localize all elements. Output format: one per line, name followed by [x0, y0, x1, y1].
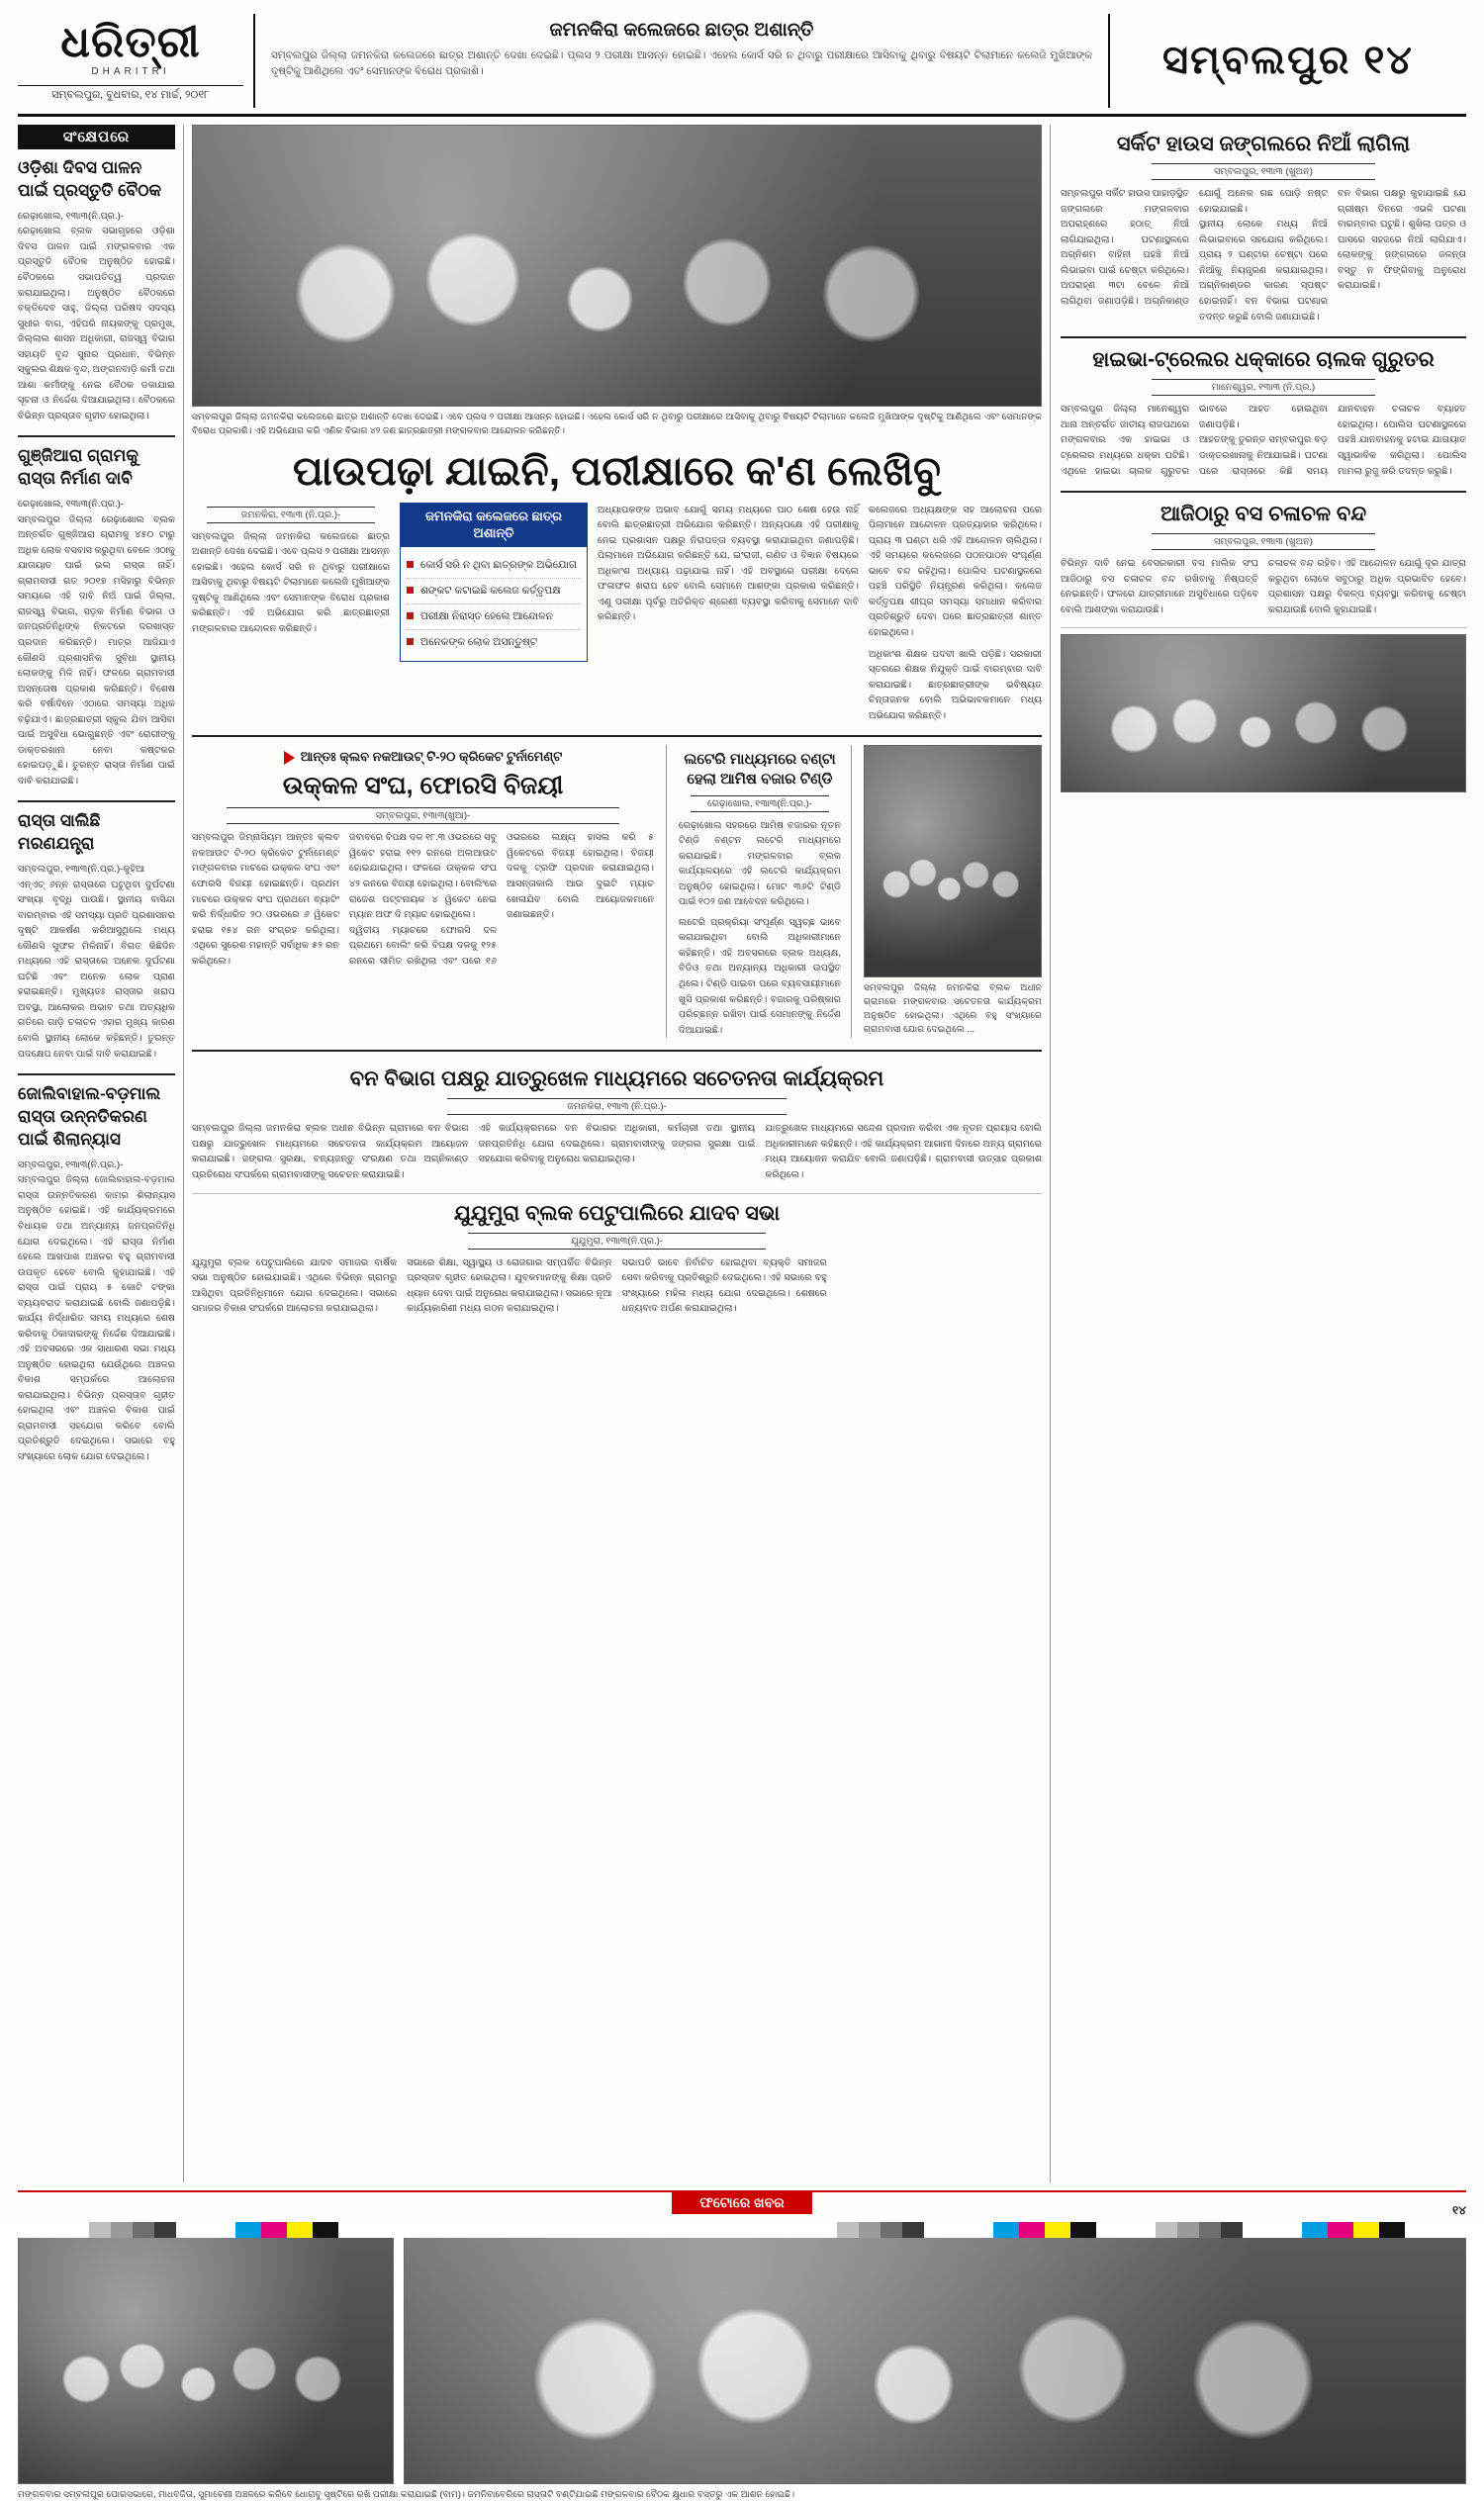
lead-body-4: ଅଧିକାଂଶ ଶିକ୍ଷକ ପଦବୀ ଖାଲି ପଡ଼ିଛି। ସରକାରୀ ସ୍ତରରେ ଶିକ୍ଷକ ନିଯୁକ୍ତି ପାଇଁ ବାରମ୍ବାର ଦାବି କରାଯାଇଛି। ଛାତ୍ରଛାତ୍ରୀଙ୍କ ଭବିଷ୍ୟତ ଚିନ୍ତାଜନକ ବୋଲି ଅଭିଭାବକମାନେ ମଧ୍ୟ ଅଭିଯୋଗ କରିଛନ୍ତି।	[869, 648, 1042, 721]
lead-photo-caption: ସମ୍ବଲପୁର ଜିଲ୍ଲା ଜମନକିରା କଲେଜରେ ଛାତ୍ର ଅଶାନ୍ତି ଦେଖା ଦେଇଛି। ଏବେ ପ୍ଲସ ୨ ପରୀକ୍ଷା ଆସନ୍ନ ହୋଇଛି। ଏହେଲ କୋର୍ସ ସରି ନ ଥିବାରୁ ପରୀକ୍ଷାରେ ଆସିବାକୁ ଥିବାରୁ ବିଷୟଟି ଟିଲାମାନେ କଲେଜି ମୁଖିଆଙ୍କ ଦୃଷ୍ଟିକୁ ଆଣିଥିଲେ ଏବଂ ସେମାନଙ୍କ ବିରୋଧ ପ୍ରକାଶି। ଏହି ଅଭିଯୋଗ କରି ଏଣିକ ବିଭାଗ ୪୨ ଜଣ ଛାତ୍ରଛାତ୍ରୀ ମଙ୍ଗଳବାର ଆନ୍ଦୋଳନ କରିଛନ୍ତି।	[192, 412, 1042, 435]
accident-body-2: ଆହତଙ୍କୁ ତୁରନ୍ତ ସମ୍ବଲପୁର ବଡ଼ ଡାକ୍ତରଖାନାକୁ ନିଆଯାଇଛି। ଘଟଣା ପରେ ରାସ୍ତାରେ କିଛି ସମୟ ଯାନବାହନ ଚଳାଚଳ ବ୍ୟାହତ ହୋଇଥିଲା। ପୋଲିସ ଘଟଣାସ୍ଥଳରେ ପହଞ୍ଚି ଯାନବାହନକୁ ହଟାଇ ଯାତାୟାତ ସ୍ୱାଭାବିକ କରିଥିଲା। ପୋଲିସ ମାମଲା ରୁଜୁ କରି ତଦନ୍ତ କରୁଛି।	[1199, 404, 1466, 477]
sidebar-byline: ରେଢ଼ାଖୋଲ, ୧୩ା୩(ନି.ପ୍ର.)-	[18, 499, 124, 510]
page-grid	[18, 125, 1466, 2182]
lead-headline: ପାଉପଢ଼ା ଯାଇନି, ପରୀକ୍ଷାରେ କ'ଣ ଲେଖିବୁ	[292, 447, 941, 494]
bullet-box-col	[400, 503, 588, 723]
lottery-byline: ରେଢ଼ାଖୋଲ, ୧୩ା୩(ନି.ପ୍ର.)-	[691, 795, 828, 812]
lottery-body-1: ରେଢ଼ାଖୋଲ ସହରରେ ଆମିଷ ବଜାରର ନୂତନ ଟିଣ୍ଡି ବଣ୍ଟନ ଲଟେରି ମାଧ୍ୟମରେ କରାଯାଇଛି। ମଙ୍ଗଳବାର ବ୍ଲକ କାର୍ଯ୍ୟାଳୟରେ ଏହି ଲଟେରି କାର୍ଯ୍ୟକ୍ରମ ଅନୁଷ୍ଠିତ ହୋଇଥିଲା। ମୋଟ ୩୬ଟି ଟିଣ୍ଡି ପାଇଁ ୧୦୨ ଜଣ ଆବେଦନ କରିଥିଲେ।	[679, 819, 841, 908]
bus-body	[1061, 556, 1466, 617]
main-column	[184, 125, 1051, 2182]
fire-headline: ସର୍କିଟ ହାଉସ ଜଙ୍ଗଲରେ ନିଆଁ ଲାଗିଲା	[1116, 133, 1411, 155]
forest-body-3: ଯାତ୍ରୁଖେଳ ମାଧ୍ୟମରେ ସନ୍ଦେଶ ପ୍ରଦାନ କରିବା ଏକ ନୂତନ ପ୍ରୟାସ ବୋଲି ଅଧିକାରୀମାନେ କହିଛନ୍ତି। ଏହି କାର୍ଯ୍ୟକ୍ରମ ଆଗାମୀ ଦିନରେ ଅନ୍ୟ ଗ୍ରାମରେ ମଧ୍ୟ ଆୟୋଜନ କରାଯିବ ବୋଲି ଜଣାପଡ଼ିଛି। ଗ୍ରାମବାସୀ ଉତ୍ସାହ ପ୍ରକାଶ କରିଥିଲେ।	[765, 1123, 1042, 1180]
photo-strip-banner: ଫଟୋରେ ଖବର	[672, 2191, 812, 2214]
right-article	[1061, 501, 1466, 617]
sidebar-byline: ରେଢ଼ାଖୋଲ, ୧୩ା୩(ନି.ପ୍ର.)-	[18, 210, 124, 222]
masthead	[18, 14, 1466, 117]
list-item: ଅନେକଙ୍କ ଲୋକ ଅସନ୍ତୁଷ୍ଟ	[407, 630, 581, 655]
sidebar-column	[18, 125, 184, 2182]
triangle-icon	[284, 751, 295, 765]
sidebar-article	[18, 445, 175, 788]
sidebar-headline: ଗୁଞ୍ଜିଆରା ଗ୍ରାମକୁ ରାସ୍ତା ନିର୍ମାଣ ଦାବି	[18, 446, 139, 489]
lead-body-3: କଲେଜରେ ଅଧ୍ୟକ୍ଷଙ୍କ ସହ ଆଲୋଚନା ପରେ ପିଲାମାନେ ଆନ୍ଦୋଳନ ପ୍ରତ୍ୟାହାର କରିଥିଲେ। ପ୍ରାୟ ୩ ଘଣ୍ଟା ଧରି ଏହି ଆନ୍ଦୋଳନ ଚାଲିଥିଲା। ଏହି ସମୟରେ କଲେଜରେ ପଠନପାଠନ ସଂପୂର୍ଣ୍ଣ ଭାବେ ବନ୍ଦ ରହିଥିଲା। ପୋଲିସ ଘଟଣାସ୍ଥଳରେ ପହଞ୍ଚି ପରିସ୍ଥିତି ନିୟନ୍ତ୍ରଣ କରିଥିଲା। କଲେଜ କର୍ତ୍ତୃପକ୍ଷ ଶୀଘ୍ର ସମସ୍ୟା ସମାଧାନ କରିବାର ପ୍ରତିଶ୍ରୁତି ଦେବା ପରେ ଛାତ୍ରଛାତ୍ରୀ ଶାନ୍ତ ହୋଇଥିଲେ।	[869, 504, 1042, 638]
right-photo	[1061, 634, 1466, 792]
bus-body-1: ବିଭିନ୍ନ ଦାବି ନେଇ ବେସରକାରୀ ବସ ମାଲିକ ସଂଘ ଆଜିଠାରୁ ବସ ଚଳାଚଳ ବନ୍ଦ ରଖିବାକୁ ନିଷ୍ପତ୍ତି ନେଇଛନ୍ତି। ଫଳରେ ଯାତ୍ରୀମାନେ ଅସୁବିଧାରେ ପଡ଼ିବେ ବୋଲି ଆଶଙ୍କା କରାଯାଉଛି।	[1061, 558, 1258, 615]
lead-byline: ଜମନକିରା, ୧୩ା୩ (ନି.ପ୍ର.)-	[207, 507, 375, 523]
lead-col-1	[192, 503, 390, 723]
right-article	[1061, 346, 1466, 479]
sports-body	[192, 830, 654, 969]
divider	[1061, 491, 1466, 493]
sports-body-3: ଦ୍ୱିତୀୟ ମ୍ୟାଚରେ ଫୋରସି ଦଳ ପ୍ରଥମେ ବୋଲିଂ କରି ବିପକ୍ଷ ଦଳକୁ ୧୨୫ ରନରେ ସୀମିତ ରଖିଥିଲା ଏବଂ ପରେ ୧୬ ଓଭରରେ ଲକ୍ଷ୍ୟ ହାସଲ କରି ୫ ୱିକେଟରେ ବିଜୟୀ ହୋଇଥିଲା। ବିଜୟୀ ଦଳକୁ ଟ୍ରଫି ପ୍ରଦାନ କରାଯାଇଥିଲା। ଆସନ୍ତାକାଲି ଆଉ ଦୁଇଟି ମ୍ୟାଚ ଖେଳାଯିବ ବୋଲି ଆୟୋଜକମାନେ ଜଣାଇଛନ୍ତି।	[349, 832, 654, 967]
bus-headline: ଆଜିଠାରୁ ବସ ଚଳାଚଳ ବନ୍ଦ	[1159, 503, 1367, 526]
masthead-lead-summary	[255, 14, 1110, 108]
lead-article-row	[192, 503, 1042, 723]
lottery-article	[679, 745, 852, 1038]
yadav-body-1: ଯୁଯୁମୁରା ବ୍ଲକ ପେଟୁପାଲିରେ ଯାଦବ ସମାଜର ବାର୍ଷିକ ସଭା ଅନୁଷ୍ଠିତ ହୋଇଯାଇଛି। ଏଥିରେ ବିଭିନ୍ନ ଗ୍ରାମରୁ ଆସିଥିବା ପ୍ରତିନିଧିମାନେ ଯୋଗ ଦେଇଥିଲେ। ସଭାରେ ସମାଜର ବିକାଶ ସଂପର୍କରେ ଆଲୋଚନା କରାଯାଇଥିଲା।	[192, 1256, 398, 1315]
sidebar-byline: ସମ୍ବଲପୁର, ୧୩ା୩(ନି.ପ୍ର.)-	[18, 1158, 124, 1170]
second-photo-block	[864, 745, 1042, 1038]
forest-article	[192, 1060, 1042, 1182]
lottery-body-2: ଲଟେରି ପ୍ରକ୍ରିୟା ସଂପୂର୍ଣ୍ଣ ସ୍ୱଚ୍ଛ ଭାବେ କରାଯାଇଥିବା ବୋଲି ଅଧିକାରୀମାନେ କହିଛନ୍ତି। ଏହି ଅବସରରେ ବ୍ଲକ ଅଧ୍ୟକ୍ଷ, ବିଡିଓ ତଥା ଅନ୍ୟାନ୍ୟ ଅଧିକାରୀ ଉପସ୍ଥିତ ଥିଲେ। ଟିଣ୍ଡି ପାଇବା ପରେ ବ୍ୟବସାୟୀମାନେ ଖୁସି ପ୍ରକାଶ କରିଛନ୍ତି। ବଜାରକୁ ପରିଷ୍କାର ପରିଚ୍ଛନ୍ନ ରଖିବା ପାଇଁ ସେମାନଙ୍କୁ ନିର୍ଦ୍ଦେଶ ଦିଆଯାଇଛି।	[679, 916, 841, 1036]
forest-body-1: ସମ୍ବଲପୁର ଜିଲ୍ଲା ଜମନକିରା ବ୍ଲକ ଅଧୀନ ବିଭିନ୍ନ ଗ୍ରାମରେ ବନ ବିଭାଗ ପକ୍ଷରୁ ଯାତ୍ରୁଖେଳ ମାଧ୍ୟମରେ ସଚେତନତା କାର୍ଯ୍ୟକ୍ରମ ଆୟୋଜନ କରାଯାଇଛି। ଜଙ୍ଗଲ ସୁରକ୍ଷା, ବନ୍ୟଜନ୍ତୁ ସଂରକ୍ଷଣ ତଥା ଅଗ୍ନିକାଣ୍ଡ ପ୍ରତିରୋଧ ସଂପର୍କରେ ଗ୍ରାମବାସୀଙ୍କୁ ସଚେତନ କରାଯାଇଛି।	[192, 1123, 469, 1180]
yadav-body-3: ସଭାପତି ଭାବେ ନିର୍ବାଚିତ ହୋଇଥିବା ବ୍ୟକ୍ତି ସମାଜର ସେବା କରିବାକୁ ପ୍ରତିଶ୍ରୁତି ଦେଇଥିଲେ। ଏହି ସଭାରେ ବହୁ ସଂଖ୍ୟାରେ ମହିଳା ମଧ୍ୟ ଯୋଗ ଦେଇଥିଲେ। ଶେଷରେ ଧନ୍ୟବାଦ ଅର୍ପଣ କରାଯାଇଥିଲା।	[621, 1256, 827, 1315]
fire-body	[1061, 186, 1466, 324]
page-number: ୧୪	[1452, 2203, 1466, 2217]
sidebar-headline: ଜୋଲିବାହାଲ-ବଡ଼ମାଲ ରାସ୍ତା ଉନ୍ନତିକରଣ ପାଇଁ ଶିଲାନ୍ୟାସ	[18, 1084, 161, 1149]
lead-body-2: ଅଧ୍ୟାପକଙ୍କ ଅଭାବ ଯୋଗୁଁ ସମୟ ମଧ୍ୟରେ ପାଠ ଶେଷ ହେଉ ନାହିଁ ବୋଲି ଛାତ୍ରଛାତ୍ରୀ ଅଭିଯୋଗ କରିଛନ୍ତି। ଅନ୍ୟପକ୍ଷେ ଏହି ପରୀକ୍ଷାକୁ ନେଇ ପ୍ରଶାସନ ପକ୍ଷରୁ ନିରାପତ୍ତା ବ୍ୟବସ୍ଥା କରାଯାଇଥିବା ଜଣାପଡ଼ିଛି। ପିଲାମାନେ ଅଭିଯୋଗ କରିଛନ୍ତି ଯେ, ଇଂରାଜୀ, ଗଣିତ ଓ ବିଜ୍ଞାନ ବିଷୟରେ ଅଧିକାଂଶ ଅଧ୍ୟାୟ ପଢ଼ାଯାଇ ନାହିଁ। ଏହି ଅବସ୍ଥାରେ ପରୀକ୍ଷା ଦେଲେ ଫଳାଫଳ ଖରାପ ହେବ ବୋଲି ସେମାନେ ଆଶଙ୍କା ପ୍ରକାଶ କରିଛନ୍ତି। ଏଣୁ ପରୀକ୍ଷା ପୂର୍ବରୁ ଅତିରିକ୍ତ ଶ୍ରେଣୀ ବ୍ୟବସ୍ଥା କରିବାକୁ ସେମାନେ ଦାବି କରିଛନ୍ତି।	[598, 504, 859, 623]
newspaper-title: ଧରିତ୍ରୀ	[60, 17, 201, 66]
sports-headline: ଉକ୍କଳ ସଂଘ, ଫୋରସି ବିଜୟୀ	[282, 772, 564, 800]
forest-body	[192, 1121, 1042, 1182]
divider	[192, 1193, 1042, 1194]
meeting-photo-caption: ସମ୍ବଲପୁର ଜିଲ୍ଲା ଜମନକିରା ବ୍ଲକ ଅଧୀନ ଗ୍ରାମରେ ମଙ୍ଗଳବାର ସଚେତନତା କାର୍ଯ୍ୟକ୍ରମ ଅନୁଷ୍ଠିତ ହୋଇଥିଲା। ଏଥିରେ ବହୁ ସଂଖ୍ୟାରେ ଗ୍ରାମବାସୀ ଯୋଗ ଦେଇଥିଲେ ...	[864, 982, 1042, 1034]
fire-body-1: ସମ୍ବଲପୁର ସର୍କିଟ ହାଉସ ପାହାଡ଼ସ୍ଥିତ ଜଙ୍ଗଲରେ ମଙ୍ଗଳବାର ଅପରାହ୍ଣରେ ହଠାତ୍ ନିଆଁ ଲାଗିଯାଇଥିଲା। ଘଟଣାସ୍ଥଳରେ ଅଗ୍ନିଶମ ବାହିନୀ ପହଞ୍ଚି ନିଆଁ ଲିଭାଇବା ପାଇଁ ଚେଷ୍ଟା କରିଥିଲେ। ଅପରାହ୍ଣ ୩ଟା ବେଳେ ନିଆଁ ଲାଗିଥିବା ଜଣାପଡ଼ିଛି। ଅଗ୍ନିକାଣ୍ଡ ଯୋଗୁଁ ଅନେକ ଗଛ ପୋଡ଼ି ନଷ୍ଟ ହୋଇଯାଇଛି।	[1061, 188, 1328, 308]
strip-photo-left	[18, 2222, 394, 2484]
lead-body-1: ସମ୍ବଲପୁର ଜିଲ୍ଲା ଜମନକିରା କଲେଜରେ ଛାତ୍ର ଅଶାନ୍ତି ଦେଖା ଦେଇଛି। ଏବେ ପ୍ଲସ ୨ ପରୀକ୍ଷା ଆସନ୍ନ ହୋଇଛି। ଏହେଲ କୋର୍ସ ସରି ନ ଥିବାରୁ ପରୀକ୍ଷାରେ ଆସିବାକୁ ଥିବାରୁ ବିଷୟଟି ଟିଲାମାନେ କଲେଜି ମୁଖିଆଙ୍କ ଦୃଷ୍ଟିକୁ ଆଣିଥିଲେ ଏବଂ ସେମାନଙ୍କ ବିରୋଧ ପ୍ରକାଶ କରିଛନ୍ତି। ଏହି ଅଭିଯୋଗ କରି ଛାତ୍ରଛାତ୍ରୀ ମଙ୍ଗଳବାର ଆନ୍ଦୋଳନ କରିଛନ୍ତି।	[192, 530, 390, 634]
sidebar-headline: ଓଡ଼ିଶା ଦିବସ ପାଳନ ପାଇଁ ପ୍ରସ୍ତୁତି ବୈଠକ	[18, 158, 162, 200]
sports-byline: ସମ୍ବଲପୁର, ୧୩ା୩(ଖୁଆ)-	[227, 807, 619, 824]
highlights-list	[401, 547, 587, 662]
divider	[18, 800, 175, 802]
photo-strip-caption: ମଙ୍ଗଳବାର ସମ୍ବଲପୁର ପୋରସଭାରେ, ମାଧବଜିତା, ସୁମାବେଣୀ ଅଞ୍ଚଳରେ କରିବେ ଧୋରାବୁ ସୃଷ୍ଟିରେ ରଖି ପରୀକ୍ଷା କରାଯାଇଛି (ବାମ)। ଜମନିବାବେରିରେ ରାସ୍ତାଟି ବଣ୍ଟିଯାଇଛି ମଙ୍ଗଳବାର ବୈଠକ କ୍ଷୁଧାର ବସ୍ତରୁ ଏକ ଆଶନ ହୋଇଛି।	[18, 2489, 795, 2499]
divider	[1061, 336, 1466, 338]
masthead-logo	[18, 14, 255, 108]
forest-headline: ବନ ବିଭାଗ ପକ୍ଷରୁ ଯାତ୍ରୁଖେଳ ମାଧ୍ୟମରେ ସଚେତନତା କାର୍ଯ୍ୟକ୍ରମ	[349, 1067, 884, 1091]
sidebar-headline: ରାସ୍ତା ସାଲିଛି ମରଣଯନ୍ତ୍ରା	[18, 811, 101, 854]
photo-strip-photos	[18, 2222, 1466, 2484]
sports-kicker	[192, 749, 654, 765]
color-registration-bar	[0, 2222, 1484, 2238]
yadav-article	[192, 1200, 1042, 1317]
lead-col-3	[598, 503, 859, 723]
accident-byline: ମାନେଶ୍ୱର, ୧୩ା୩ (ନି.ପ୍ର.)	[1152, 379, 1375, 396]
yadav-body	[192, 1255, 1042, 1317]
sidebar-body-text: ସମ୍ବଲପୁର ଜିଲ୍ଲା ଜୋଲିବାହାଲ-ବଡ଼ମାଲ ରାସ୍ତା ଉନ୍ନତିକରଣ କାମର ଶିଲାନ୍ୟାସ ଅନୁଷ୍ଠିତ ହୋଇଛି। ଏହି କାର୍ଯ୍ୟକ୍ରମରେ ବିଧାୟକ ତଥା ଅନ୍ୟାନ୍ୟ ଜନପ୍ରତିନିଧି ଯୋଗ ଦେଇଥିଲେ। ଏହି ରାସ୍ତା ନିର୍ମାଣ ହେଲେ ଆଖପାଖ ଅଞ୍ଚଳର ବହୁ ଗ୍ରାମବାସୀ ଉପକୃତ ହେବେ ବୋଲି କୁହାଯାଇଛି। ଏହି ରାସ୍ତା ପାଇଁ ପ୍ରାୟ ୫ କୋଟି ଟଙ୍କା ବ୍ୟୟବରାଦ କରାଯାଇଛି ବୋଲି ଜଣାପଡ଼ିଛି। କାର୍ଯ୍ୟ ନିର୍ଦ୍ଧାରିତ ସମୟ ମଧ୍ୟରେ ଶେଷ କରିବାକୁ ଠିକାଦାରଙ୍କୁ ନିର୍ଦ୍ଦେଶ ଦିଆଯାଇଛି। ଏହି ଅବସରରେ ଏକ ସାଧାରଣ ସଭା ମଧ୍ୟ ଅନୁଷ୍ଠିତ ହୋଇଥିଲା ଯେଉଁଥିରେ ଅଞ୍ଚଳର ବିକାଶ ସମ୍ପର୍କରେ ଆଲୋଚନା କରାଯାଇଥିଲା। ବିଭିନ୍ନ ପ୍ରସ୍ତାବ ଗୃହୀତ ହୋଇଥିଲା ଏବଂ ଅଞ୍ଚଳର ବିକାଶ ପାଇଁ ଗ୍ରାମବାସୀ ସହଯୋଗ କରିବେ ବୋଲି ପ୍ରତିଶ୍ରୁତି ଦେଇଥିଲେ। ସଭାରେ ବହୁ ସଂଖ୍ୟାରେ ଲୋକ ଯୋଗ ଦେଇଥିଲେ।	[18, 1174, 175, 1462]
sports-article	[192, 745, 667, 1038]
bus-body-2: ଚଳାଚଳ ବନ୍ଦ ରହିବ। ଏହି ଆନ୍ଦୋଳନ ଯୋଗୁଁ ଦୂର ଯାତ୍ରା କରୁଥିବା ଲୋକେ ସବୁଠାରୁ ଅଧିକ ପ୍ରଭାବିତ ହେବେ। ପ୍ରଶାସନ ପକ୍ଷରୁ ବିକଳ୍ପ ବ୍ୟବସ୍ଥା କରିବାକୁ ଚେଷ୍ଟା କରାଯାଉଛି ବୋଲି କୁହାଯାଇଛି।	[1268, 558, 1466, 615]
masthead-subtext: ସମ୍ବଲପୁର ଜିଲ୍ଲା ଜମନକିରା କଲେଜରେ ଛାତ୍ର ଅଶାନ୍ତି ଦେଖା ଦେଇଛି। ପ୍ଲସ ୨ ପରୀକ୍ଷା ଆସନ୍ନ ହୋଇଛି। ଏହେଲ କୋର୍ସ ସରି ନ ଥିବାରୁ ପରୀକ୍ଷାରେ ଆସିବାକୁ ଥିବାରୁ ବିଷୟଟି ଟିଲାମାନେ କଲେଜି ମୁଖିଆଙ୍କ ଦୃଷ୍ଟିକୁ ଆଣିଥିଲେ ଏବଂ ସେମାନଙ୍କ ବିରୋଧ ପ୍ରକାଶି।	[271, 49, 1092, 78]
sidebar-banner: ସଂକ୍ଷେପରେ	[18, 125, 175, 149]
masthead-edition	[1110, 14, 1466, 108]
list-item: ପରୀକ୍ଷା ନିରାସ୍ତ ହେଲେ ଆନ୍ଦୋଳନ	[407, 604, 581, 630]
highlights-title: ଜମନକିରା କଲେଜରେ ଛାତ୍ର ଅଶାନ୍ତି	[401, 504, 587, 547]
lead-col-4	[869, 503, 1042, 723]
lottery-headline: ଲଟେରି ମାଧ୍ୟମରେ ବଣ୍ଟା ହେଲା ଆମିଷ ବଜାର ଟିଣ୍ଡି	[684, 751, 836, 788]
accident-headline: ହାଇଭା-ଟ୍ରେଲର ଧକ୍କାରେ ଚାଲକ ଗୁରୁତର	[1092, 348, 1435, 372]
yadav-byline: ଯୁଯୁମୁରା, ୧୩ା୩(ନି.ପ୍ର.)-	[468, 1233, 766, 1250]
accident-body	[1061, 402, 1466, 479]
sidebar-article	[18, 810, 175, 1062]
divider	[192, 1050, 1042, 1052]
sports-body-1: ସମ୍ବଲପୁର ଜିମ୍ନାସିୟମ ଆନ୍ତଃ କ୍ଲବ ନକଆଉଟ ଟି-୨୦ କ୍ରିକେଟ ଟୁର୍ନାମେଣ୍ଟ ମଙ୍ଗଳବାର ମାଚରେ ଉକ୍କଳ ସଂଘ ଏବଂ ଫୋରସି ବିଜୟୀ ହୋଇଛନ୍ତି। ପ୍ରଥମ ମାଚରେ ଉକ୍କଳ ସଂଘ ପ୍ରଥମେ ବ୍ୟାଟିଂ କରି ନିର୍ଦ୍ଧାରିତ ୨୦ ଓଭରରେ ୬ ୱିକେଟ ହରାଇ ୧୫୪ ରନ ସଂଗ୍ରହ କରିଥିଲା। ଏଥିରେ ସୁରେଶ ମହାନ୍ତି ସର୍ବାଧିକ ୫୨ ରନ କରିଥିଲେ।	[192, 832, 339, 967]
divider	[18, 1073, 175, 1075]
divider	[18, 435, 175, 437]
sidebar-body-text: ସମ୍ବଲପୁର ଜିଲ୍ଲା ରେଢ଼ାଖୋଲ ବ୍ଲକ ଅନ୍ତର୍ଗତ ଗୁଞ୍ଜିଆରା ଗ୍ରାମକୁ ୪୫୦ ଟାରୁ ଅଧିକ ଲୋକ ବସବାସ କରୁଥିବା ବେଳେ ଏଠାକୁ ଯାତାୟାତ ପାଇଁ ଭଲ ରାସ୍ତା ନାହିଁ। ଗ୍ରାମବାସୀ ଗତ ୨୦୧୭ ମସିହାରୁ ବିଭିନ୍ନ ସମୟରେ ଏହି ଦାବି ନିଅଁ ପାଇଁ ଜିଲ୍ଲା, ରାଜସ୍ୱ ବିଭାଗ, ସଡ଼କ ନିର୍ମାଣ ବିଭାଗ ଓ ଜନପ୍ରତିନିଧିଙ୍କ ନିକଟରେ ଦରଖାସ୍ତ ପ୍ରଦାନ କରିଛନ୍ତି। ମାତ୍ର ଆଜିଯାଏ କୌଣସି ପ୍ରଶାସନିକ ସୁବିଧା ସ୍ଥାନୀୟ ଲୋକଙ୍କୁ ମିଳି ନାହିଁ। ଫଳରେ ଗ୍ରାମବାସୀ ଅସନ୍ତୋଷ ପ୍ରକାଶ କରିଛନ୍ତି। ବିଶେଷ କରି ବର୍ଷାଦିନେ ଏଠାରେ ସମସ୍ୟା ଅଧିକ ବଢ଼ିଯାଏ। ଛାତ୍ରଛାତ୍ରୀ ସ୍କୁଲ ଯିବା ଆସିବା ପାଇଁ ଅସୁବିଧା ଭୋଗୁଛନ୍ତି ଏବଂ ରୋଗୀଙ୍କୁ ଡାକ୍ତରଖାନା ନେବା କଷ୍ଟକର ହୋଇପଡ଼ୁଛି। ତୁରନ୍ତ ରାସ୍ତା ନିର୍ମାଣ ପାଇଁ ଦାବି କରାଯାଇଛି।	[18, 513, 175, 787]
meeting-photo	[864, 745, 1042, 977]
sports-kicker-text: ଆନ୍ତଃ କ୍ଲବ ନକଆଉଟ୍ ଟି-୨୦ କ୍ରିକେଟ ଟୁର୍ନାମେଣ୍ଟ	[300, 749, 563, 765]
right-column	[1051, 125, 1466, 2182]
sidebar-article	[18, 1083, 175, 1464]
highlights-box	[400, 503, 588, 663]
strip-photo-right	[404, 2222, 1466, 2484]
fire-body-2: ସ୍ଥାନୀୟ ଲୋକେ ମଧ୍ୟ ନିଆଁ ଲିଭାଇବାରେ ସହଯୋଗ କରିଥିଲେ। ପ୍ରାୟ ୨ ଘଣ୍ଟାର ଚେଷ୍ଟା ପରେ ନିଆଁକୁ ନିୟନ୍ତ୍ରଣ କରାଯାଇଥିଲା। ଅଗ୍ନିକାଣ୍ଡର କାରଣ ସ୍ପଷ୍ଟ ହୋଇନାହିଁ। ବନ ବିଭାଗ ଘଟଣାର ତଦନ୍ତ କରୁଛି ବୋଲି ଜଣାଯାଇଛି।	[1199, 219, 1328, 323]
list-item: କୋର୍ସ ସରି ନ ଥିବା ଛାତ୍ରଙ୍କ ଅଭିଯୋଗ	[407, 553, 581, 579]
sidebar-byline: ସମ୍ବଲପୁର, ୧୩ା୩(ନି.ପ୍ର.)-କୁହିଆ	[18, 864, 145, 876]
bus-byline: ସମ୍ବଲପୁର, ୧୩ା୩ (ଖୁଅନ)	[1152, 533, 1375, 550]
sidebar-body	[18, 209, 175, 225]
sidebar-body-text: ଏନ୍‌ଏଚ୍ ୬ନ୍ନ ରାସ୍ତାରେ ଘଟୁଥିବା ଦୁର୍ଘଟଣା ସଂଖ୍ୟା ବୃଦ୍ଧି ପାଉଛି। ସ୍ଥାନୀୟ ବାସିନ୍ଦା ବାରମ୍ବାର ଏହି ସମସ୍ୟା ପ୍ରତି ପ୍ରଶାସନର ଦୃଷ୍ଟି ଆକର୍ଷଣ କରିଆସୁଥିଲେ ମଧ୍ୟ କୌଣସି ସୁଫଳ ମିଳିନାହିଁ। ବିଗତ କିଛିଦିନ ମଧ୍ୟରେ ଏହି ରାସ୍ତାରେ ଅନେକ ଦୁର୍ଘଟଣା ଘଟିଛି ଏବଂ ଅନେକ ଲୋକ ପ୍ରାଣ ହରାଇଛନ୍ତି। ମୁଖ୍ୟତଃ ରାସ୍ତାର ଖରାପ ଅବସ୍ଥା, ଆଲୋକର ଅଭାବ ତଥା ଅତ୍ୟଧିକ ଗତିରେ ଗାଡ଼ି ଚଳାଚଳ ଏହାର ମୁଖ୍ୟ କାରଣ ବୋଲି ସ୍ଥାନୀୟ ଲୋକେ କହିଛନ୍ତି। ତୁରନ୍ତ ପଦକ୍ଷେପ ନେବା ପାଇଁ ଦାବି କରାଯାଇଛି।	[18, 879, 175, 1060]
yadav-body-2: ସଭାରେ ଶିକ୍ଷା, ସ୍ୱାସ୍ଥ୍ୟ ଓ ରୋଜଗାର ସମ୍ପର୍କିତ ବିଭିନ୍ନ ପ୍ରସ୍ତାବ ଗୃହୀତ ହୋଇଥିଲା। ଯୁବକମାନଙ୍କୁ ଶିକ୍ଷା ପ୍ରତି ଧ୍ୟାନ ଦେବା ପାଇଁ ଅନୁରୋଧ କରାଯାଇଥିଲା। ସଭାରେ ନୂଆ କାର୍ଯ୍ୟକାରିଣୀ ମଧ୍ୟ ଗଠନ କରାଯାଇଥିଲା।	[407, 1256, 612, 1315]
divider	[192, 735, 1042, 737]
sidebar-article	[18, 157, 175, 423]
forest-byline: ଜମନକିରା, ୧୩ା୩ (ନି.ପ୍ର.)-	[447, 1098, 788, 1115]
list-item: ଶଙ୍କଟ କଟାଇଛି କଲେଜ କର୍ତ୍ତୃପକ୍ଷ	[407, 579, 581, 604]
masthead-headline: ଜମନକିରା କଲେଜରେ ଛାତ୍ର ଅଶାନ୍ତି	[549, 20, 814, 41]
photo-strip-banner-wrap	[18, 2191, 1466, 2214]
fire-body-3: ବନ ବିଭାଗ ପକ୍ଷରୁ କୁହାଯାଇଛି ଯେ ଗ୍ରୀଷ୍ମ ଦିନରେ ଏଭଳି ଘଟଣା ବାରମ୍ବାର ଘଟୁଛି। ଶୁଖିଲା ପତ୍ର ଓ ଘାସରେ ସହଜରେ ନିଆଁ ଲାଗିଯାଏ। ଲୋକଙ୍କୁ ଜଙ୍ଗଲରେ ଜଳନ୍ତା ବସ୍ତୁ ନ ଫିଙ୍ଗିବାକୁ ଅନୁରୋଧ କରାଯାଇଛି।	[1338, 188, 1466, 292]
sports-body-2: ଜବାବରେ ବିପକ୍ଷ ଦଳ ୧୮.୩ ଓଭରରେ ସବୁ ୱିକେଟ ହରାଇ ୧୧୨ ରନରେ ଅଲଆଉଟ ହୋଇଯାଇଥିଲା। ଫଳରେ ଉକ୍କଳ ସଂଘ ୪୨ ରନରେ ବିଜୟୀ ହୋଇଥିଲା। ବୋଲିଂରେ ରାଜେଶ ପଟ୍ଟନାୟକ ୪ ୱିକେଟ ନେଇ ମ୍ୟାନ ଅଫ ଦି ମ୍ୟାଚ ହୋଇଥିଲେ।	[349, 832, 497, 921]
newspaper-title-latin: DHARITRI	[91, 65, 170, 77]
divider	[1061, 627, 1466, 628]
fire-byline: ସମ୍ବଲପୁର, ୧୩ା୩ (ଖୁଅନ)	[1152, 163, 1375, 180]
sidebar-body-text: ରେଢ଼ାଖୋଲ ବ୍ଲକ ସଭାଗୃହରେ ଓଡ଼ିଶା ଦିବସ ପାଳନ ପାଇଁ ମଙ୍ଗଳବାର ଏକ ପ୍ରସ୍ତୁତି ବୈଠକ ଅନୁଷ୍ଠିତ ହୋଇଛି। ବୈଠକରେ ସଭାପତିତ୍ୱ ପ୍ରଦାନ କରାଯାଇଥିଲା। ଅନୁଷ୍ଠିତ ବୈଠକରେ ବକ୍ତିଦେବ ସାହୁ, ଜିଲ୍ଲା ପରିଷଦ ସଦସ୍ୟ ସୁଧୀର ବାଗ, ଏହିପରି ନାୟକଙ୍କୁ ପ୍ରମୁଖ, ଜିଲ୍ଲାଲ ଶାସନ ଅଧିକାରୀ, ରାଜସ୍ୱ ବିଭାଗ ସହାୟତି ବୃନ୍ଦ ସୁନାର ପ୍ରଧାନ, ବିଭିନ୍ନ ସ୍କୁଲର ଶିକ୍ଷକ ବୃନ୍ଦ, ଅଙ୍ଗନବାଡ଼ି କର୍ମୀ ତଥା ଆଶା କର୍ମୀଙ୍କୁ ନେଇ ବୈଠକ ଡକାଯାଇ ସୂଚନା ଓ ନିର୍ଦ୍ଦେଶ ଦିଆଯାଇଥିଲା। ବୈଠକରେ ବିଭିନ୍ନ ପ୍ରସ୍ତାବ ଗୃହୀତ ହୋଇଥିଲା।	[18, 226, 175, 421]
accident-body-1: ସମ୍ବଲପୁର ଜିଲ୍ଲା ମାନେଶ୍ୱର ଥାନା ଅନ୍ତର୍ଗତ ଜାତୀୟ ରାଜପଥରେ ମଙ୍ଗଳବାର ଏକ ହାଇଭା ଓ ଟ୍ରେଲର ମଧ୍ୟରେ ଧକ୍କା ଘଟିଛି। ଏଥିରେ ହାଇଭା ଚାଲକ ଗୁରୁତର ଭାବରେ ଆହତ ହୋଇଥିବା ଜଣାପଡ଼ିଛି।	[1061, 404, 1328, 477]
right-article	[1061, 131, 1466, 324]
secondary-row	[192, 745, 1042, 1038]
issue-date: ସମ୍ବଲପୁର, ବୁଧବାର, ୧୪ ମାର୍ଚ୍ଚ, ୨୦୧୮	[18, 85, 243, 102]
forest-row	[192, 1060, 1042, 1182]
forest-body-2: ଏହି କାର୍ଯ୍ୟକ୍ରମରେ ବନ ବିଭାଗର ଅଧିକାରୀ, କର୍ମଚାରୀ ତଥା ସ୍ଥାନୀୟ ଜନପ୍ରତିନିଧି ଯୋଗ ଦେଇଥିଲେ। ଗ୍ରାମବାସୀଙ୍କୁ ଜଙ୍ଗଲ ସୁରକ୍ଷା ପାଇଁ ସହଯୋଗ କରିବାକୁ ଅନୁରୋଧ କରାଯାଇଥିଲା।	[478, 1123, 756, 1165]
yadav-headline: ଯୁଯୁମୁରା ବ୍ଲକ ପେଟୁପାଲିରେ ଯାଦବ ସଭା	[453, 1201, 781, 1225]
lead-photo	[192, 125, 1042, 407]
edition-title: ସମ୍ବଲପୁର ୧୪	[1162, 39, 1414, 82]
